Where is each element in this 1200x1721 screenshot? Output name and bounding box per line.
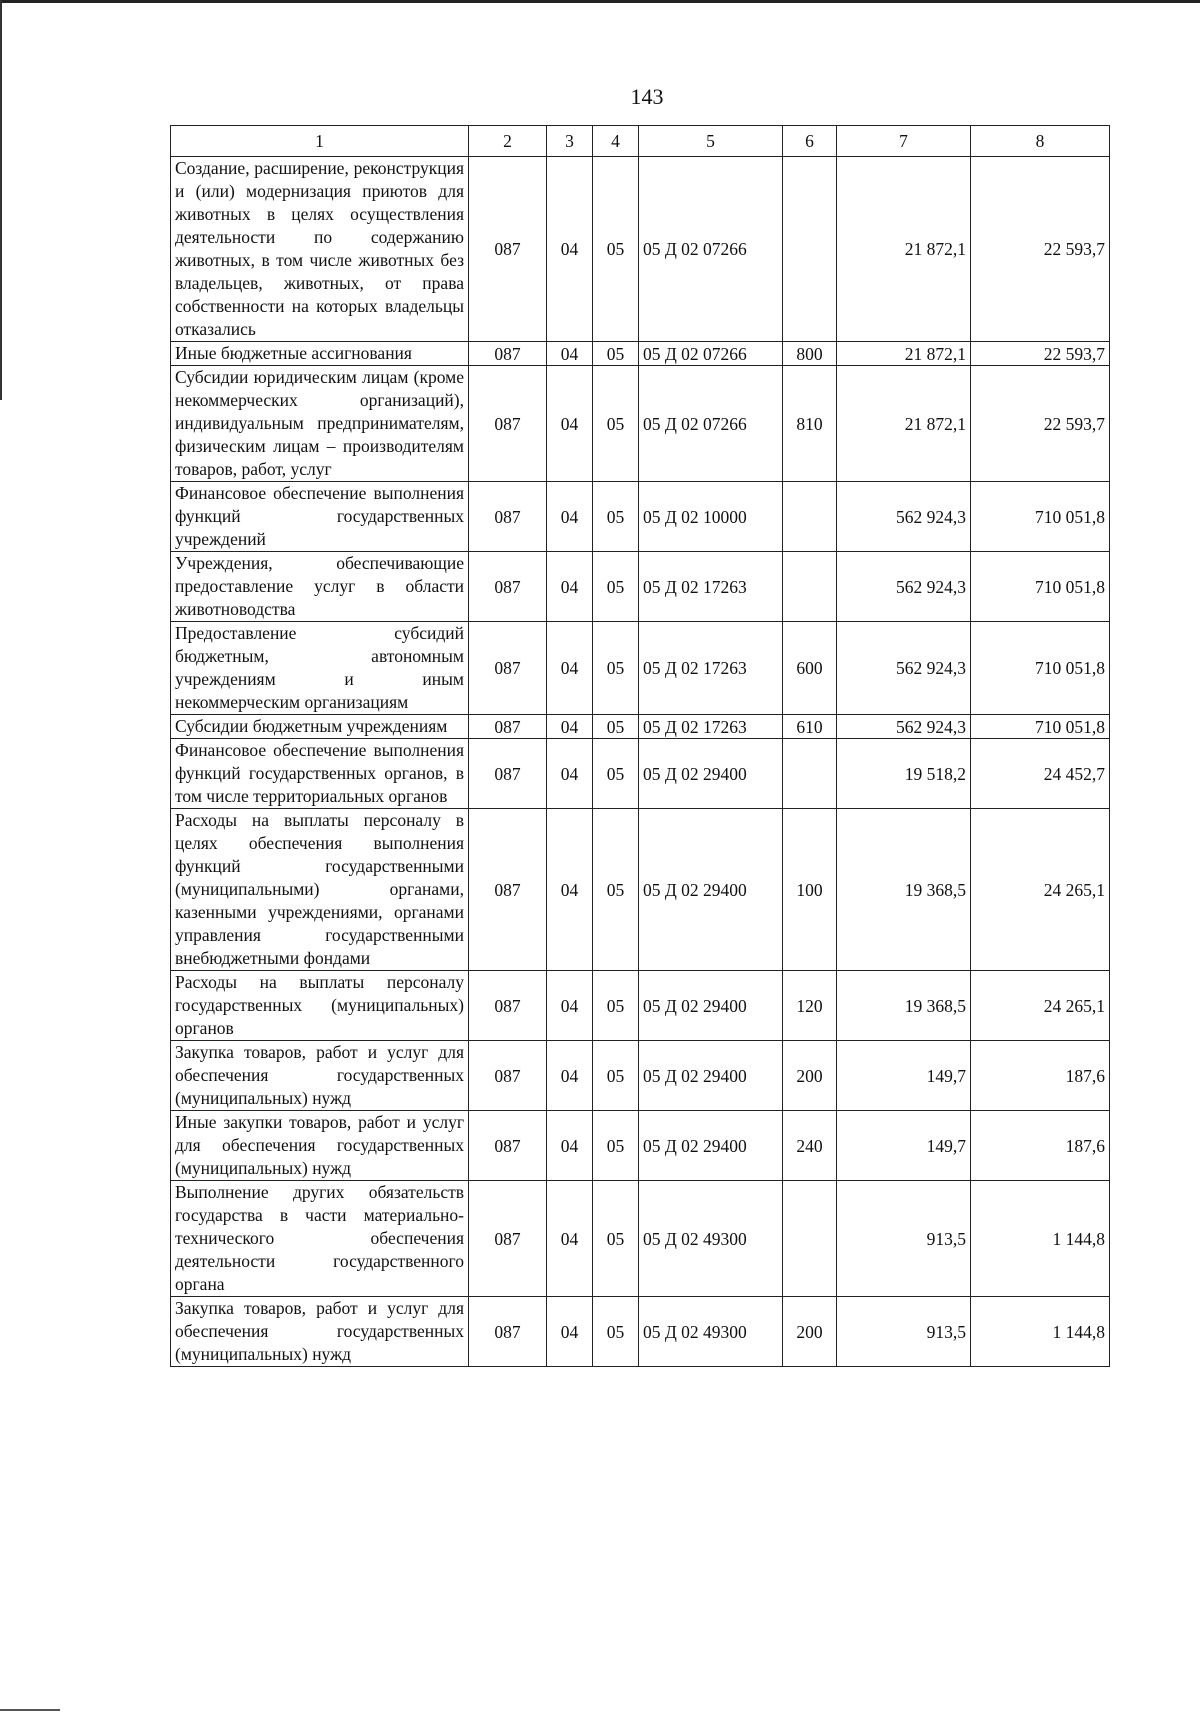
row-section-code: 04 bbox=[547, 552, 593, 622]
row-amount-col7: 562 924,3 bbox=[837, 552, 971, 622]
row-name: Субсидии бюджетным учреждениям bbox=[171, 715, 469, 739]
row-subsection-code: 05 bbox=[593, 1111, 639, 1181]
left-scan-edge bbox=[0, 0, 2, 400]
row-amount-col7: 149,7 bbox=[837, 1111, 971, 1181]
row-ministry-code: 087 bbox=[469, 552, 547, 622]
row-expense-type bbox=[783, 552, 837, 622]
row-name: Предоставление субсидий бюджетным, автономным учреждениям и иным некоммерческим организациям bbox=[171, 622, 469, 715]
row-amount-col7: 21 872,1 bbox=[837, 366, 971, 482]
header-cell-2: 2 bbox=[469, 126, 547, 157]
row-target-article: 05 Д 02 29400 bbox=[639, 1111, 783, 1181]
budget-table bbox=[170, 125, 1110, 1367]
row-target-article: 05 Д 02 49300 bbox=[639, 1297, 783, 1367]
row-section-code: 04 bbox=[547, 715, 593, 739]
row-subsection-code: 05 bbox=[593, 366, 639, 482]
header-cell-3: 3 bbox=[547, 126, 593, 157]
row-section-code: 04 bbox=[547, 157, 593, 342]
row-subsection-code: 05 bbox=[593, 809, 639, 971]
row-name: Закупка товаров, работ и услуг для обеспечения государственных (муниципальных) нужд bbox=[171, 1297, 469, 1367]
row-amount-col8: 710 051,8 bbox=[971, 482, 1110, 552]
row-ministry-code: 087 bbox=[469, 1181, 547, 1297]
header-cell-7: 7 bbox=[837, 126, 971, 157]
row-subsection-code: 05 bbox=[593, 739, 639, 809]
table-row bbox=[171, 366, 1110, 482]
row-amount-col7: 21 872,1 bbox=[837, 157, 971, 342]
row-ministry-code: 087 bbox=[469, 342, 547, 366]
row-section-code: 04 bbox=[547, 622, 593, 715]
row-ministry-code: 087 bbox=[469, 1041, 547, 1111]
row-amount-col8: 24 265,1 bbox=[971, 971, 1110, 1041]
header-cell-8: 8 bbox=[971, 126, 1110, 157]
row-section-code: 04 bbox=[547, 971, 593, 1041]
row-target-article: 05 Д 02 29400 bbox=[639, 971, 783, 1041]
row-amount-col8: 24 265,1 bbox=[971, 809, 1110, 971]
table-row bbox=[171, 715, 1110, 739]
page-number: 143 bbox=[630, 84, 664, 109]
row-amount-col7: 19 368,5 bbox=[837, 971, 971, 1041]
row-expense-type: 200 bbox=[783, 1041, 837, 1111]
row-amount-col7: 562 924,3 bbox=[837, 482, 971, 552]
row-ministry-code: 087 bbox=[469, 1111, 547, 1181]
row-target-article: 05 Д 02 07266 bbox=[639, 157, 783, 342]
row-target-article: 05 Д 02 17263 bbox=[639, 715, 783, 739]
row-amount-col8: 22 593,7 bbox=[971, 366, 1110, 482]
row-amount-col7: 21 872,1 bbox=[837, 342, 971, 366]
row-target-article: 05 Д 02 10000 bbox=[639, 482, 783, 552]
row-subsection-code: 05 bbox=[593, 482, 639, 552]
row-subsection-code: 05 bbox=[593, 1041, 639, 1111]
row-amount-col7: 562 924,3 bbox=[837, 715, 971, 739]
row-name: Иные бюджетные ассигнования bbox=[171, 342, 469, 366]
row-ministry-code: 087 bbox=[469, 971, 547, 1041]
row-name: Финансовое обеспечение выполнения функций государственных учреждений bbox=[171, 482, 469, 552]
row-expense-type: 200 bbox=[783, 1297, 837, 1367]
row-amount-col8: 710 051,8 bbox=[971, 552, 1110, 622]
row-ministry-code: 087 bbox=[469, 809, 547, 971]
row-expense-type: 800 bbox=[783, 342, 837, 366]
row-ministry-code: 087 bbox=[469, 1297, 547, 1367]
row-name: Создание, расширение, реконструкция и (или) модернизация приютов для животных в целях осуществления деятельности по содержанию животных, в том числе животных без владельцев, животных, от права собственности на которых владельцы отказались bbox=[171, 157, 469, 342]
row-amount-col7: 19 368,5 bbox=[837, 809, 971, 971]
table-row bbox=[171, 1181, 1110, 1297]
row-subsection-code: 05 bbox=[593, 1181, 639, 1297]
row-subsection-code: 05 bbox=[593, 622, 639, 715]
table-row bbox=[171, 157, 1110, 342]
row-amount-col8: 710 051,8 bbox=[971, 715, 1110, 739]
header-cell-6: 6 bbox=[783, 126, 837, 157]
row-amount-col8: 1 144,8 bbox=[971, 1297, 1110, 1367]
row-subsection-code: 05 bbox=[593, 342, 639, 366]
row-expense-type bbox=[783, 482, 837, 552]
row-target-article: 05 Д 02 17263 bbox=[639, 552, 783, 622]
row-expense-type: 600 bbox=[783, 622, 837, 715]
row-name: Закупка товаров, работ и услуг для обеспечения государственных (муниципальных) нужд bbox=[171, 1041, 469, 1111]
header-cell-4: 4 bbox=[593, 126, 639, 157]
table-header-row bbox=[171, 126, 1110, 157]
row-name: Выполнение других обязательств государства в части материально-технического обеспечения деятельности государственного органа bbox=[171, 1181, 469, 1297]
row-section-code: 04 bbox=[547, 1181, 593, 1297]
row-amount-col7: 19 518,2 bbox=[837, 739, 971, 809]
row-amount-col8: 710 051,8 bbox=[971, 622, 1110, 715]
table-row bbox=[171, 552, 1110, 622]
bottom-scan-mark bbox=[0, 1709, 60, 1711]
row-target-article: 05 Д 02 29400 bbox=[639, 1041, 783, 1111]
row-section-code: 04 bbox=[547, 342, 593, 366]
row-amount-col8: 187,6 bbox=[971, 1111, 1110, 1181]
row-section-code: 04 bbox=[547, 739, 593, 809]
row-ministry-code: 087 bbox=[469, 622, 547, 715]
table-row bbox=[171, 1111, 1110, 1181]
row-subsection-code: 05 bbox=[593, 971, 639, 1041]
row-ministry-code: 087 bbox=[469, 157, 547, 342]
row-target-article: 05 Д 02 17263 bbox=[639, 622, 783, 715]
row-subsection-code: 05 bbox=[593, 552, 639, 622]
row-target-article: 05 Д 02 29400 bbox=[639, 739, 783, 809]
row-section-code: 04 bbox=[547, 1111, 593, 1181]
row-name: Расходы на выплаты персоналу в целях обеспечения выполнения функций государственными (муниципальными) органами, казенными учреждениями, органами управления государственными внебюджетными фондами bbox=[171, 809, 469, 971]
row-section-code: 04 bbox=[547, 366, 593, 482]
row-name: Расходы на выплаты персоналу государственных (муниципальных) органов bbox=[171, 971, 469, 1041]
row-expense-type: 100 bbox=[783, 809, 837, 971]
row-amount-col7: 562 924,3 bbox=[837, 622, 971, 715]
row-amount-col8: 22 593,7 bbox=[971, 342, 1110, 366]
row-amount-col7: 149,7 bbox=[837, 1041, 971, 1111]
top-scan-edge bbox=[0, 0, 1200, 3]
row-ministry-code: 087 bbox=[469, 739, 547, 809]
row-section-code: 04 bbox=[547, 809, 593, 971]
row-amount-col8: 22 593,7 bbox=[971, 157, 1110, 342]
table-row bbox=[171, 1297, 1110, 1367]
row-name: Иные закупки товаров, работ и услуг для обеспечения государственных (муниципальных) нужд bbox=[171, 1111, 469, 1181]
row-expense-type bbox=[783, 1181, 837, 1297]
row-amount-col8: 1 144,8 bbox=[971, 1181, 1110, 1297]
row-expense-type: 610 bbox=[783, 715, 837, 739]
row-subsection-code: 05 bbox=[593, 715, 639, 739]
row-section-code: 04 bbox=[547, 1297, 593, 1367]
row-target-article: 05 Д 02 07266 bbox=[639, 342, 783, 366]
row-name: Учреждения, обеспечивающие предоставление услуг в области животноводства bbox=[171, 552, 469, 622]
row-amount-col7: 913,5 bbox=[837, 1297, 971, 1367]
row-ministry-code: 087 bbox=[469, 715, 547, 739]
row-amount-col8: 187,6 bbox=[971, 1041, 1110, 1111]
table-row bbox=[171, 1041, 1110, 1111]
table-row bbox=[171, 971, 1110, 1041]
row-expense-type: 120 bbox=[783, 971, 837, 1041]
header-cell-1: 1 bbox=[171, 126, 469, 157]
row-name: Субсидии юридическим лицам (кроме некоммерческих организаций), индивидуальным предпринимателям, физическим лицам – производителям товаров, работ, услуг bbox=[171, 366, 469, 482]
header-cell-5: 5 bbox=[639, 126, 783, 157]
table-row bbox=[171, 622, 1110, 715]
row-subsection-code: 05 bbox=[593, 157, 639, 342]
row-amount-col7: 913,5 bbox=[837, 1181, 971, 1297]
row-subsection-code: 05 bbox=[593, 1297, 639, 1367]
row-target-article: 05 Д 02 29400 bbox=[639, 809, 783, 971]
row-expense-type bbox=[783, 157, 837, 342]
table-row bbox=[171, 739, 1110, 809]
row-expense-type: 240 bbox=[783, 1111, 837, 1181]
table-row bbox=[171, 482, 1110, 552]
row-ministry-code: 087 bbox=[469, 482, 547, 552]
row-section-code: 04 bbox=[547, 1041, 593, 1111]
row-target-article: 05 Д 02 49300 bbox=[639, 1181, 783, 1297]
row-expense-type bbox=[783, 739, 837, 809]
row-name: Финансовое обеспечение выполнения функций государственных органов, в том числе территориальных органов bbox=[171, 739, 469, 809]
row-amount-col8: 24 452,7 bbox=[971, 739, 1110, 809]
row-section-code: 04 bbox=[547, 482, 593, 552]
table-row bbox=[171, 809, 1110, 971]
row-ministry-code: 087 bbox=[469, 366, 547, 482]
row-expense-type: 810 bbox=[783, 366, 837, 482]
row-target-article: 05 Д 02 07266 bbox=[639, 366, 783, 482]
table-row bbox=[171, 342, 1110, 366]
